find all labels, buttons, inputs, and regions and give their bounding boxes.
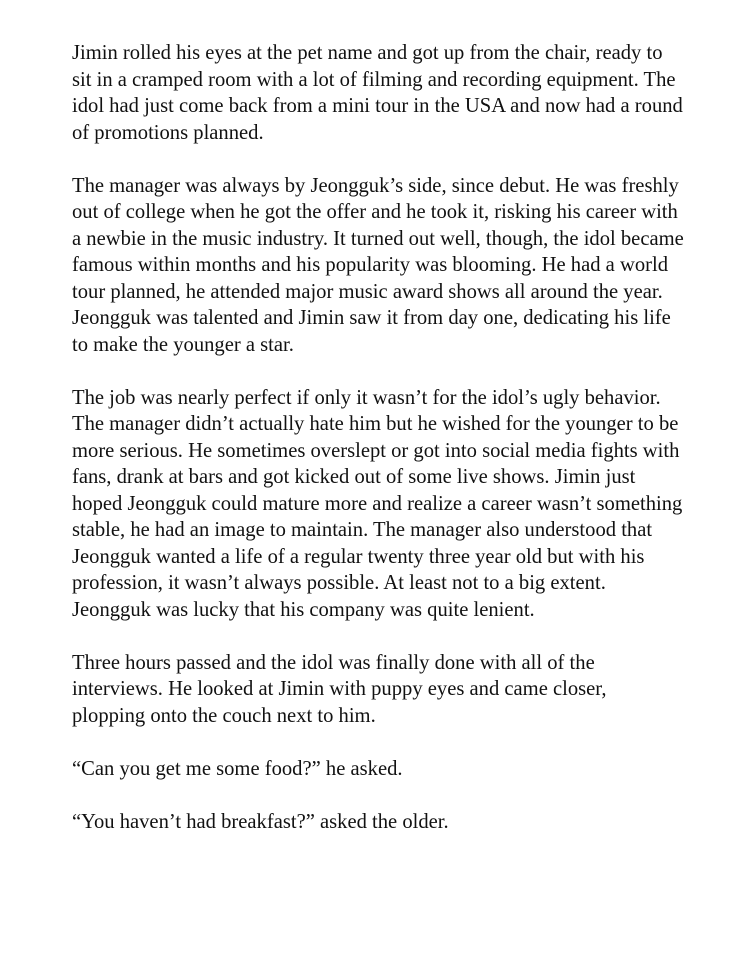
paragraph-5: “Can you get me some food?” he asked. [72, 757, 403, 780]
paragraph-1: Jimin rolled his eyes at the pet name and got up from the chair, ready to sit in a cramped room with a lot of filming and recording equipment. The idol had just come back from a mini tour in the USA and now had a round of promotions planned. [72, 42, 683, 144]
paragraph-2: The manager was always by Jeongguk’s side, since debut. He was freshly out of college when he got the offer and he took it, risking his career with a newbie in the music industry. It turned out well, though, the idol became famous within months and his popularity was blooming. He had a world tour planned, he attended major music award shows all around the year. Jeongguk was talented and Jimin saw it from day one, dedicating his life to make the younger a star. [72, 174, 684, 356]
paragraph-3: The job was nearly perfect if only it wasn’t for the idol’s ugly behavior. The manager didn’t actually hate him but he wished for the younger to be more serious. He sometimes overslept or got into social media fights with fans, drank at bars and got kicked out of some live shows. Jimin just hoped Jeongguk could mature more and realize a career wasn’t something stable, he had an image to maintain. The manager also understood that Jeongguk wanted a life of a regular twenty three year old but with his profession, it wasn’t always possible. At least not to a big extent. Jeongguk was lucky that his company was quite lenient. [72, 386, 683, 621]
document-page [72, 40, 684, 835]
paragraph-6: “You haven’t had breakfast?” asked the older. [72, 810, 449, 833]
paragraph-4: Three hours passed and the idol was finally done with all of the interviews. He looked at Jimin with puppy eyes and came closer, plopping onto the couch next to him. [72, 651, 607, 727]
